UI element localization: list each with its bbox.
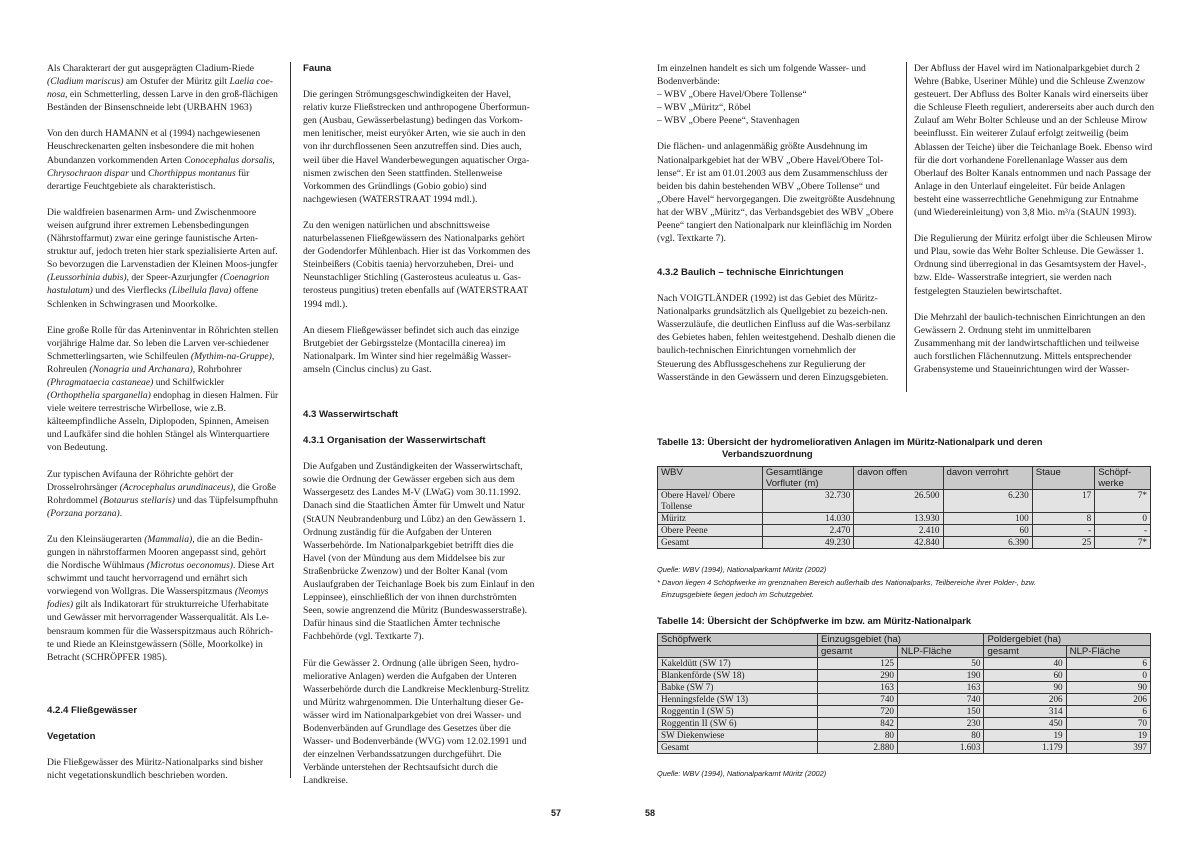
page-number-right: 58: [645, 808, 656, 818]
table-row: [658, 694, 1151, 706]
table-row: [658, 490, 1151, 513]
table-cell: 32.730: [762, 490, 853, 513]
table-header-cell: NLP-Fläche: [898, 646, 984, 658]
table-13-footnote: Einzugsgebiete liegen jedoch im Schutzgebiet.: [657, 590, 814, 599]
table-cell: -: [1095, 525, 1151, 537]
left-page-column-2-bottom: [303, 408, 536, 800]
table-cell: 6.390: [943, 537, 1032, 549]
table-header-cell: Schöpf-werke: [1095, 467, 1151, 490]
table-row: [658, 658, 1151, 670]
paragraph: Die waldfreien basenarmen Arm- und Zwischenmoore weisen aufgrund ihrer extremen Lebensbedingungen (Nährstoffarmut) zwar eine geringe faunistische Arten-struktur auf, jedoch treten hier stark spezialisierte Arten auf. So bevorzugen die Larvenstadien der Kleinen Moos-jungfer (Leussorhinia dubis), der Speer-Azurjungfer (Coenagrion hastulatum) und des Vierflecks (Libellula flava) offene Schlenken in Schwingrasen und Moorkolke.: [47, 206, 278, 310]
table-cell: 100: [943, 513, 1032, 525]
section-heading: 4.3 Wasserwirtschaft: [303, 409, 399, 420]
table-header-cell: WBV: [658, 467, 763, 490]
paragraph: Nach VOIGTLÄNDER (1992) ist das Gebiet des Müritz-Nationalparks grundsätzlich als Quellgebiet zu bezeich-nen. Wasserzuläufe, die deutlichen Einfluss auf die Was-serbilanz des Gebietes haben, fehlen weitestgehend. Deshalb dienen die baulich-technischen Einrichtungen vornehmlich der Steuerung des Abflussgeschehens zur Regulierung der Wasserstände in den Gewässern und deren Einzugsgebieten.: [657, 293, 896, 383]
table-cell: Blankenförde (SW 18): [658, 670, 818, 682]
paragraph: Im einzelnen handelt es sich um folgende Wasser- und Bodenverbände: – WBV „Obere Havel/Obere Tollense“ – WBV „Müritz“, Röbel – WBV „Obere Peene“, Stavenhagen: [657, 63, 866, 127]
paragraph: Zu den Kleinsäugerarten (Mammalia), die an die Bedin-gungen in nährstoffarmen Mooren angepasst sind, gehört die Nordische Wühlmaus (Microtus oeconomus). Diese Art schwimmt und taucht hervorragend und ernährt sich vorwiegend von Wollgras. Die Wasserspitzmaus (Neomys fodies) gilt als Indikatorart für strukturreiche Uferhabitate und Gewässer mit hervorragender Wasserqualität. Als Le-bensraum kommen für die Wasserspitzmaus auch Röhrich-te und Riede an Kleinstgewässern (Sölle, Moorkolke) in Betracht (SCHRÖPFER 1985).: [47, 533, 275, 663]
table-cell: Roggentin II (SW 6): [658, 718, 818, 730]
table-cell: 7*: [1095, 490, 1151, 513]
table-cell: 1.603: [898, 742, 984, 754]
column-divider: [906, 62, 907, 392]
table-cell: 206: [1066, 694, 1150, 706]
table-header-row: [658, 467, 1151, 490]
right-page-column-2: [914, 62, 1154, 389]
table-header-row: [658, 634, 1151, 646]
paragraph: Als Charakterart der gut ausgeprägten Cladium-Riede (Cladium mariscus) am Ostufer der Müritz gilt Laelia coe-nosa, ein Schmetterling, dessen Larve in den groß-flächigen Beständen der Binsenschneide lebt (URBAHN 1963): [47, 63, 278, 114]
paragraph: Die Aufgaben und Zuständigkeiten der Wasserwirtschaft, sowie die Ordnung der Gewässer ergeben sich aus dem Wassergesetz des Landes M-V (LWaG) vom 30.11.1992. Danach sind die Staatlichen Ämter für Umwelt und Natur (StAUN Neubrandenburg und Lübz) an den Gewässern 1. Ordnung zuständig für die Aufgaben der Unteren Wasserbehörde. Im Nationalparkgebiet betrifft dies die Havel (von der Mündung aus dem Middelsee bis zur Straßenbrücke Zwenzow) und der Bolter Kanal (vom Auslaufgraben der Teichanlage Boek bis zum Einlauf in den Leppinsee), einschließlich der von ihnen durchströmten Seen, sowie angrenzend die Müritz (Bundeswasserstraße). Dafür hinaus sind die Staatlichen Ämter technische Fachbehörde (vgl. Textkarte 7).: [303, 461, 535, 643]
paragraph: Die Mehrzahl der baulich-technischen Einrichtungen an den Gewässern 2. Ordnung steht im unmittelbaren Zusammenhang mit der landwirtschaftlichen und teilweise auch forstlichen Flächennutzung. Mittels entsprechender Grabensysteme und Staueinrichtungen wird der Wasser-: [914, 311, 1146, 375]
table-row-total: [658, 742, 1151, 754]
table-cell: Henningsfelde (SW 13): [658, 694, 818, 706]
paragraph: Für die Gewässer 2. Ordnung (alle übrigen Seen, hydro-meliorative Anlagen) werden die Aufgaben der Unteren Wasserbehörde durch die Landkreise Mecklenburg-Strelitz und Müritz wahrgenommen. Die Unterhaltung dieser Ge-wässer wird im Nationalparkgebiet von drei Wasser- und Bodenverbänden auf Grundlage des Gesetzes über die Wasser- und Bodenverbände (WVG) vom 12.02.1991 und der einzelnen Verbandssatzungen durchgeführt. Die Verbände unterstehen der Rechtsaufsicht durch die Landkreise.: [303, 657, 530, 787]
table-row: [658, 706, 1151, 718]
column-divider: [290, 62, 291, 778]
table-row: [658, 525, 1151, 537]
table-cell: 80: [818, 730, 898, 742]
table-row-total: [658, 537, 1151, 549]
table-cell: 740: [818, 694, 898, 706]
left-page-column-1: [47, 62, 279, 677]
table-row: [658, 513, 1151, 525]
paragraph: Der Abfluss der Havel wird im Nationalparkgebiet durch 2 Wehre (Babke, Useriner Mühle) und die Schleuse Zwenzow gesteuert. Der Abfluss des Bolter Kanals wird einerseits über die Schleuse Fleeth reguliert, andererseits aber auch durch den Zulauf am Wehr Bolter Schleuse und an der Schleuse Mirow beeinflusst. Ein weiterer Zulauf erfolgt zeitweilig (beim Ablassen der Teiche) über die Teichanlage Boek. Ebenso wird für die dort vorhandene Forellenanlage Wasser aus dem Oberlauf des Bolter Kanals entnommen und nach Passage der Anlage in den Unterlauf eingeleitet. Für beide Anlagen besteht eine wasserrechtliche Genehmigung zur Entnahme (und Wiedereinleitung) von 3,8 Mio. m³/a (StAUN 1993).: [914, 63, 1155, 219]
table-cell: SW Diekenwiese: [658, 730, 818, 742]
table-cell: 6.230: [943, 490, 1032, 513]
table-14-source: Quelle: WBV (1994), Nationalparkamt Müritz (2002): [657, 769, 827, 778]
section-heading: 4.3.2 Baulich – technische Einrichtungen: [657, 267, 844, 278]
table-cell: -: [1032, 525, 1094, 537]
table-cell: 6: [1066, 706, 1150, 718]
table-13: [657, 466, 1151, 549]
table-cell: 720: [818, 706, 898, 718]
table-cell: 14.030: [762, 513, 853, 525]
table-cell: 17: [1032, 490, 1094, 513]
table-row: [658, 670, 1151, 682]
table-cell: 7*: [1095, 537, 1151, 549]
table-cell: 2.410: [854, 525, 943, 537]
table-header-cell: Staue: [1032, 467, 1094, 490]
table-cell: 2.470: [762, 525, 853, 537]
table-cell: Gesamt: [658, 742, 818, 754]
table-header-cell: NLP-Fläche: [1066, 646, 1150, 658]
right-page-column-1: [657, 62, 897, 258]
subsection-heading: Vegetation: [47, 731, 96, 743]
table-header-cell: Gesamtlänge Vorfluter (m): [762, 467, 853, 490]
table-cell: 0: [1066, 670, 1150, 682]
subsection-heading: 4.3.1 Organisation der Wasserwirtschaft: [303, 435, 486, 447]
table-cell: 0: [1095, 513, 1151, 525]
table-header-cell: Poldergebiet (ha): [984, 634, 1151, 646]
table-cell: 90: [1066, 682, 1150, 694]
left-page-column-1-bottom: [47, 704, 279, 795]
table-cell: 90: [984, 682, 1066, 694]
table-cell: 80: [898, 730, 984, 742]
table-cell: 60: [984, 670, 1066, 682]
page-number-left: 57: [551, 808, 562, 818]
table-cell: Obere Havel/ Obere Tollense: [658, 490, 763, 513]
table-cell: 50: [898, 658, 984, 670]
section-heading: Fauna: [303, 63, 332, 74]
table-cell: 450: [984, 718, 1066, 730]
table-header-cell: gesamt: [818, 646, 898, 658]
left-page-column-2: [303, 62, 536, 389]
section-heading: 4.2.4 Fließgewässer: [47, 705, 138, 716]
table-cell: 19: [1066, 730, 1150, 742]
table-cell: Babke (SW 7): [658, 682, 818, 694]
table-cell: Kakeldütt (SW 17): [658, 658, 818, 670]
table-cell: 290: [818, 670, 898, 682]
table-cell: 49.230: [762, 537, 853, 549]
table-header-cell: [658, 646, 818, 658]
table-cell: 8: [1032, 513, 1094, 525]
table-header-cell: davon offen: [854, 467, 943, 490]
table-cell: 13.930: [854, 513, 943, 525]
table-cell: 70: [1066, 718, 1150, 730]
paragraph: Zur typischen Avifauna der Röhrichte gehört der Drosselrohrsänger (Acrocephalus arundinaceus), die Große Rohrdommel (Botaurus stellaris) und das Tüpfelsumpfhuhn (Porzana porzana).: [47, 468, 278, 519]
table-cell: 314: [984, 706, 1066, 718]
table-cell: Obere Peene: [658, 525, 763, 537]
table-cell: Roggentin I (SW 5): [658, 706, 818, 718]
paragraph: Die geringen Strömungsgeschwindigkeiten der Havel, relativ kurze Fließstrecken und anthropogene Überformun-gen (Ausbau, Gewässerbelastung) bedingen das Vorkom-men lenitischer, meist euryöker Arten, wie sie auch in den von ihr durchflossenen Seen anzutreffen sind. Dies auch, weil über die Havel Wanderbewegungen aquatischer Orga-nismen zwischen den Seen stattfinden. Stellenweise Vorkommen des Gründlings (Gobio gobio) sind nachgewiesen (WATERSTRAAT 1994 mdl.).: [303, 89, 530, 205]
table-cell: 190: [898, 670, 984, 682]
paragraph: An diesem Fließgewässer befindet sich auch das einzige Brutgebiet der Gebirgsstelze (Montacilla cinerea) im Nationalpark. Im Winter sind hier regelmäßig Wasser-amseln (Cinclus cinclus) zu Gast.: [303, 324, 520, 375]
table-row: [658, 718, 1151, 730]
paragraph: Von den durch HAMANN et al (1994) nachgewiesenen Heuschreckenarten gelten insbesondere die mit hohen Abundanzen vorkommenden Arten Conocephalus dorsalis, Chrysochraon dispar und Chorthippus montanus für derartige Feuchtgebiete als charakteristisch.: [47, 128, 275, 192]
table-cell: 60: [943, 525, 1032, 537]
paragraph: Eine große Rolle für das Arteninventar in Röhrichten stellen vorjährige Halme dar. So leben die Larven ver-schiedener Schmetterlingsarten, wie Schilfeulen (Mythim-na-Gruppe), Rohreulen (Nonagria und Archanara), Rohrbohrer (Phragmataecia castaneae) und Schilfwickler (Orthopthelia sparganella) endophag in diesen Halmen. Für viele weitere terrestrische Wirbellose, wie z.B. kälteempfindliche Asseln, Diplopoden, Spinnen, Ameisen und Laufkäfer sind die hohlen Stängel als Winterquartiere von Bedeutung.: [47, 324, 279, 454]
table-header-cell: Einzugsgebiet (ha): [818, 634, 984, 646]
table-row: [658, 730, 1151, 742]
table-cell: 206: [984, 694, 1066, 706]
table-header-cell: gesamt: [984, 646, 1066, 658]
table-13-title: Tabelle 13: Übersicht der hydromeliorativen Anlagen im Müritz-Nationalpark und deren Verbandszuordnung: [657, 436, 1043, 459]
table-cell: 842: [818, 718, 898, 730]
table-cell: 40: [984, 658, 1066, 670]
table-cell: 397: [1066, 742, 1150, 754]
table-14-title: Tabelle 14: Übersicht der Schöpfwerke im bzw. am Müritz-Nationalpark: [657, 615, 972, 626]
table-cell: 1.179: [984, 742, 1066, 754]
table-13-source: Quelle: WBV (1994), Nationalparkamt Müritz (2002): [657, 565, 827, 574]
paragraph: Zu den wenigen natürlichen und abschnittsweise naturbelassenen Fließgewässern des Nationalparks gehört der Godendorfer Mühlenbach. Hier ist das Vorkommen des Steinbeißers (Cobitis taenia) hervorzuheben, Drei- und Neunstachliger Stichling (Gasterosteus aculeatus u. Gas-terosteus pungitius) treten ebenfalls auf (WATERSTRAAT 1994 mdl.).: [303, 219, 531, 310]
table-cell: 25: [1032, 537, 1094, 549]
table-14: [657, 633, 1151, 754]
table-subheader-row: [658, 646, 1151, 658]
table-13-footnote: * Davon liegen 4 Schöpfwerke im grenznahen Bereich außerhalb des Nationalparks, Teilbereiche ihrer Polder-, bzw.: [657, 578, 1036, 587]
table-cell: 26.500: [854, 490, 943, 513]
table-cell: 2.880: [818, 742, 898, 754]
paragraph: Die flächen- und anlagenmäßig größte Ausdehnung im Nationalparkgebiet hat der WBV „Obere Havel/Obere Tol-lense“. Er ist am 01.01.2003 aus dem Zusammenschluss der beiden bis dahin bestehenden WBV „Obere Tollense“ und „Obere Havel“ hervorgegangen. Die zweitgrößte Ausdehnung hat der WBV „Müritz“, das Verbandsgebiet des WBV „Obere Peene“ tangiert den Nationalpark nur kleinflächig im Norden (vgl. Textkarte 7).: [657, 141, 895, 245]
table-cell: 19: [984, 730, 1066, 742]
table-cell: Müritz: [658, 513, 763, 525]
table-cell: 163: [818, 682, 898, 694]
table-cell: 740: [898, 694, 984, 706]
paragraph: Die Regulierung der Müritz erfolgt über die Schleusen Mirow und Plau, sowie das Wehr Bolter Schleuse. Die Gewässer 1. Ordnung sind überregional in das Gesamtsystem der Havel-, bzw. Elde- Wasserstraße integriert, sie werden nach festgelegten Stauzielen bewirtschaftet.: [914, 233, 1153, 297]
table-cell: 125: [818, 658, 898, 670]
paragraph: Die Fließgewässer des Müritz-Nationalparks sind bisher nicht vegetationskundlich beschrieben worden.: [47, 757, 264, 782]
table-cell: 230: [898, 718, 984, 730]
table-cell: 163: [898, 682, 984, 694]
table-cell: 42.840: [854, 537, 943, 549]
right-page-column-1-bottom: [657, 266, 897, 397]
table-cell: 6: [1066, 658, 1150, 670]
table-row: [658, 682, 1151, 694]
table-header-cell: davon verrohrt: [943, 467, 1032, 490]
table-header-cell: Schöpfwerk: [658, 634, 818, 646]
table-cell: Gesamt: [658, 537, 763, 549]
table-cell: 150: [898, 706, 984, 718]
